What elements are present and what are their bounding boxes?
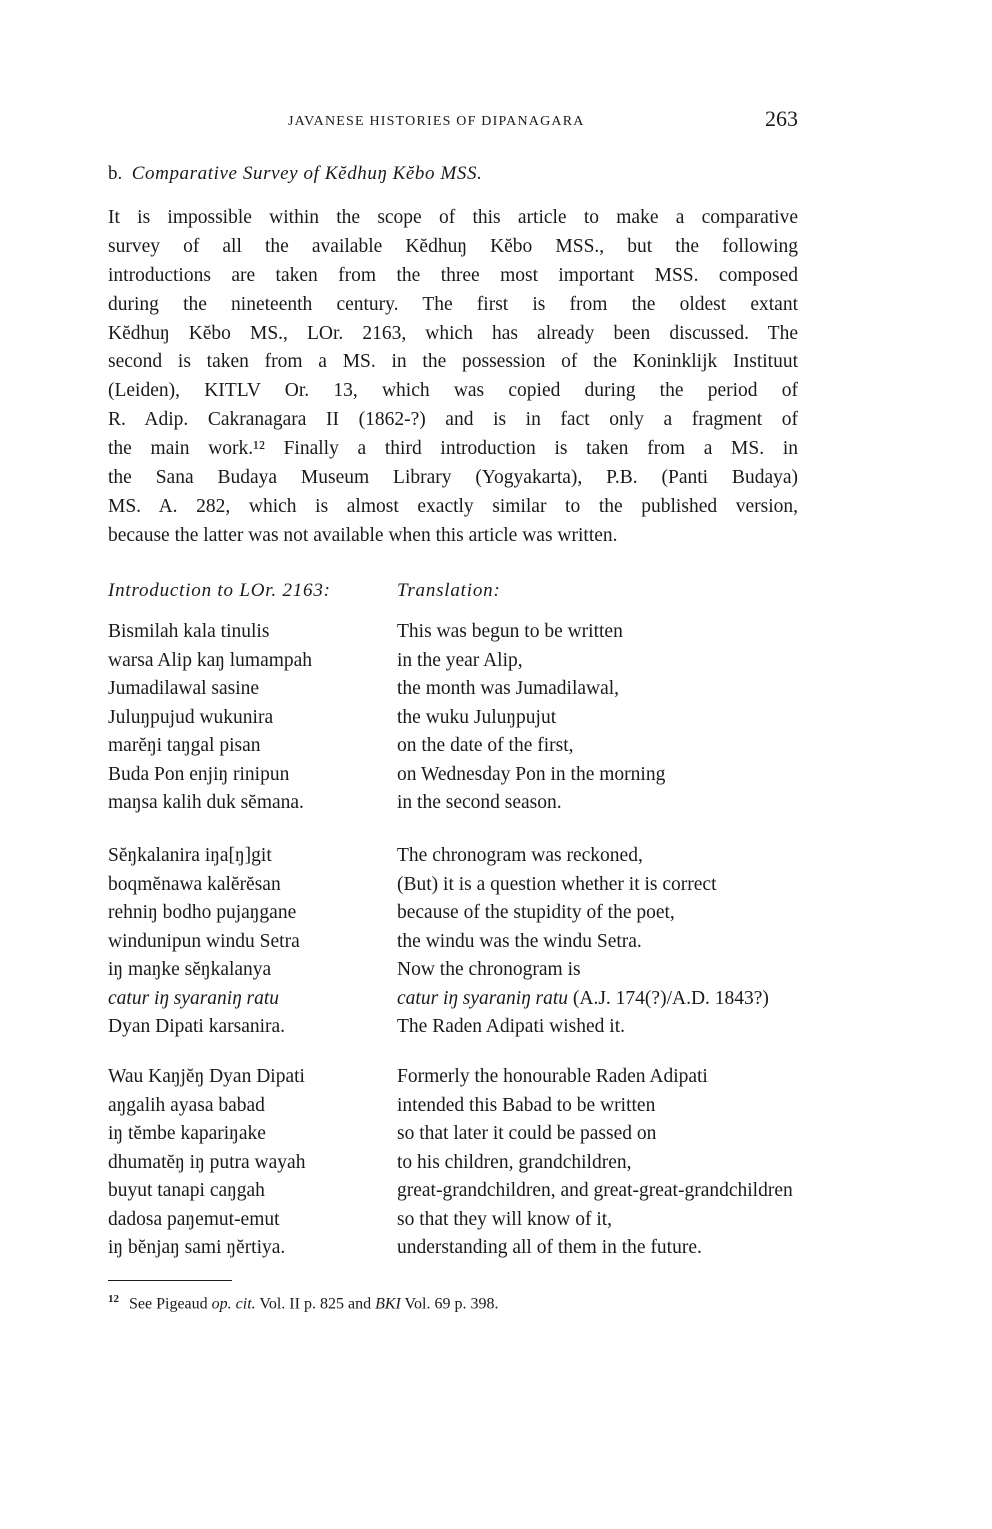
verse-row <box>108 764 908 793</box>
translation-line <box>397 988 769 1010</box>
section-heading <box>108 163 482 185</box>
section-title: Comparative Survey of Kĕdhuŋ Kĕbo MSS. <box>131 163 483 184</box>
javanese-line: warsa Alip kaŋ lumampah <box>108 649 313 671</box>
column-headings <box>108 580 868 608</box>
translation-line: the wuku Juluŋpujut <box>397 706 557 728</box>
verse-row <box>108 1209 908 1238</box>
verse-row <box>108 1123 908 1152</box>
translation-line: on Wednesday Pon in the morning <box>397 763 666 785</box>
stanza <box>108 621 908 821</box>
translation-line: great-grandchildren, and great-great-grandchildren <box>397 1180 793 1201</box>
javanese-line: marĕŋi taŋgal pisan <box>108 735 261 756</box>
verse-row <box>108 707 908 736</box>
translation-line: understanding all of them in the future. <box>397 1237 702 1258</box>
javanese-line: maŋsa kalih duk sĕmana. <box>108 792 304 813</box>
verse-row <box>108 988 908 1017</box>
translation-line: in the second season. <box>397 792 562 813</box>
intro-line: (Leiden), KITLV Or. 13, which was copied during the period of <box>108 380 798 402</box>
intro-line: R. Adip. Cakranagara II (1862-?) and is in fact only a fragment of <box>108 409 798 431</box>
javanese-line: Jumadilawal sasine <box>108 678 260 699</box>
verse-row <box>108 1095 908 1124</box>
intro-line: introductions are taken from the three most important MSS. composed <box>108 264 798 286</box>
translation-line: Formerly the honourable Raden Adipati <box>397 1066 708 1087</box>
footnote <box>108 1293 499 1313</box>
translation-line: This was begun to be written <box>397 621 623 642</box>
javanese-line: iŋ bĕnjaŋ sami ŋĕrtiya. <box>108 1237 286 1258</box>
translation-italic: catur iŋ syaraniŋ ratu <box>397 987 569 1009</box>
verse-row <box>108 902 908 931</box>
javanese-line: buyut tanapi caŋgah <box>108 1180 265 1201</box>
javanese-line: Wau Kaŋjĕŋ Dyan Dipati <box>108 1066 305 1087</box>
verse-row <box>108 621 908 650</box>
javanese-line: Dyan Dipati karsanira. <box>108 1016 286 1037</box>
footnote-rule <box>108 1280 232 1281</box>
intro-line: Kĕdhuŋ Kĕbo MS., LOr. 2163, which has already been discussed. The <box>108 322 798 344</box>
footnote-marker: 12 <box>108 1293 119 1305</box>
translation-line: The Raden Adipati wished it. <box>397 1016 626 1037</box>
verse-row <box>108 678 908 707</box>
left-column-heading: Introduction to LOr. 2163: <box>108 580 331 601</box>
translation-line: to his children, grandchildren, <box>397 1151 632 1173</box>
page-header <box>108 106 798 138</box>
javanese-line: Juluŋpujud wukunira <box>108 706 274 728</box>
intro-line: the Sana Budaya Museum Library (Yogyakarta), P.B. (Panti Budaya) <box>108 467 798 489</box>
verse-row <box>108 931 908 960</box>
javanese-line: aŋgalih ayasa babad <box>108 1094 265 1116</box>
translation-date: (A.J. 174(?)/A.D. 1843?) <box>568 987 769 1009</box>
translation-line: Now the chronogram is <box>397 959 581 980</box>
javanese-line: boqmĕnawa kalĕrĕsan <box>108 873 281 895</box>
footnote-text: See Pigeaud <box>129 1295 212 1313</box>
footnote-ref: BKI <box>375 1295 401 1313</box>
translation-line: so that later it could be passed on <box>397 1123 657 1144</box>
verse-row <box>108 792 908 821</box>
intro-paragraph <box>108 204 798 551</box>
intro-line: survey of all the available Kĕdhuŋ Kĕbo MSS., but the following <box>108 235 798 257</box>
javanese-line: Buda Pon enjiŋ rinipun <box>108 763 290 785</box>
intro-line: because the latter was not available when this article was written. <box>108 524 618 546</box>
stanza <box>108 1066 908 1266</box>
running-head: JAVANESE HISTORIES OF DIPANAGARA <box>288 114 585 129</box>
javanese-line: Bismilah kala tinulis <box>108 621 270 642</box>
javanese-line: windunipun windu Setra <box>108 930 300 952</box>
translation-line: in the year Alip, <box>397 649 523 671</box>
javanese-line: dhumatĕŋ iŋ putra wayah <box>108 1151 306 1173</box>
verse-row <box>108 1066 908 1095</box>
verse-row <box>108 845 908 874</box>
footnote-text: Vol. 69 p. 398. <box>400 1295 499 1313</box>
translation-line: the windu was the windu Setra. <box>397 930 642 952</box>
translation-line: because of the stupidity of the poet, <box>397 902 675 923</box>
stanza <box>108 845 908 1045</box>
javanese-line: catur iŋ syaraniŋ ratu <box>108 987 280 1009</box>
intro-line: the main work.¹² Finally a third introduction is taken from a MS. in <box>108 438 798 460</box>
translation-line: on the date of the first, <box>397 735 574 756</box>
section-label: b. <box>108 163 123 184</box>
verse-row <box>108 959 908 988</box>
verse-row <box>108 650 908 679</box>
translation-line: (But) it is a question whether it is correct <box>397 873 717 895</box>
javanese-line: rehniŋ bodho pujaŋgane <box>108 902 297 923</box>
footnote-text: Vol. II p. 825 and <box>255 1295 376 1313</box>
javanese-line: iŋ tĕmbe kapariŋake <box>108 1123 266 1144</box>
javanese-line: dadosa paŋemut-emut <box>108 1208 280 1230</box>
intro-line: second is taken from a MS. in the possession of the Koninklijk Instituut <box>108 351 798 373</box>
verse-row <box>108 874 908 903</box>
footnote-ref: op. cit. <box>211 1295 256 1313</box>
intro-line: during the nineteenth century. The first is from the oldest extant <box>108 293 798 315</box>
verse-row <box>108 735 908 764</box>
verse-row <box>108 1152 908 1181</box>
translation-line: intended this Babad to be written <box>397 1094 656 1116</box>
right-column-heading: Translation: <box>397 580 501 601</box>
page-number: 263 <box>765 106 798 131</box>
translation-line: the month was Jumadilawal, <box>397 678 620 699</box>
intro-line: MS. A. 282, which is almost exactly similar to the published version, <box>108 495 798 517</box>
intro-line: It is impossible within the scope of this article to make a comparative <box>108 207 798 228</box>
javanese-line: iŋ maŋke sĕŋkalanya <box>108 959 272 980</box>
verse-row <box>108 1180 908 1209</box>
verse-row <box>108 1016 908 1045</box>
javanese-line: Sĕŋkalanira iŋa[ŋ]git <box>108 845 272 866</box>
translation-line: The chronogram was reckoned, <box>397 845 643 866</box>
verse-row <box>108 1237 908 1266</box>
translation-line: so that they will know of it, <box>397 1208 613 1230</box>
